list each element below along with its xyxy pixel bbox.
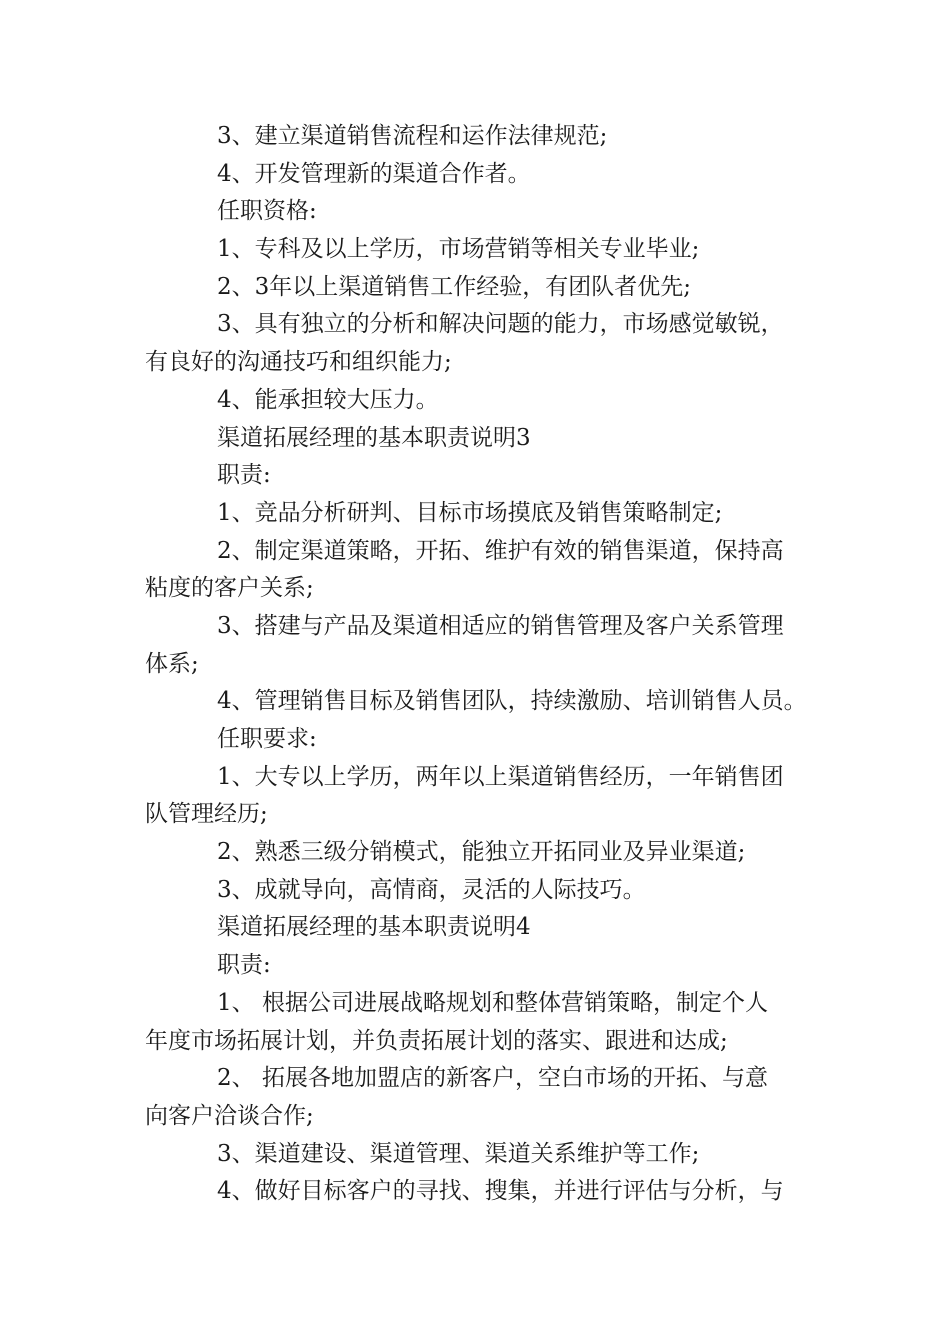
- text-line: 粘度的客户关系;: [145, 575, 314, 602]
- text-line: 队管理经历;: [145, 801, 268, 828]
- text-line: 2、 拓展各地加盟店的新客户，空白市场的开拓、与意: [217, 1065, 768, 1092]
- text-line: 2、熟悉三级分销模式，能独立开拓同业及异业渠道;: [217, 839, 746, 866]
- text-line: 1、专科及以上学历，市场营销等相关专业毕业;: [217, 236, 700, 263]
- text-line: 4、能承担较大压力。: [217, 386, 439, 413]
- text-line: 3、具有独立的分析和解决问题的能力，市场感觉敏锐，: [217, 311, 784, 338]
- text-line: 3、建立渠道销售流程和运作法律规范;: [217, 123, 608, 149]
- text-line: 有良好的沟通技巧和组织能力;: [145, 349, 452, 376]
- text-line: 职责:: [217, 462, 271, 489]
- text-line: 3、搭建与产品及渠道相适应的销售管理及客户关系管理: [217, 612, 784, 639]
- text-line: 渠道拓展经理的基本职责说明4: [217, 914, 531, 941]
- text-line: 2、3年以上渠道销售工作经验，有团队者优先;: [217, 273, 692, 300]
- text-line: 1、大专以上学历，两年以上渠道销售经历，一年销售团: [217, 763, 784, 790]
- text-line: 1、 根据公司进展战略规划和整体营销策略，制定个人: [217, 989, 768, 1016]
- text-line: 1、竞品分析研判、目标市场摸底及销售策略制定;: [217, 499, 723, 526]
- text-line: 向客户洽谈合作;: [145, 1102, 314, 1129]
- text-line: 体系;: [145, 650, 199, 677]
- text-line: 职责:: [217, 952, 271, 979]
- document-body: [145, 118, 825, 1211]
- text-line: 年度市场拓展计划，并负责拓展计划的落实、跟进和达成;: [145, 1027, 728, 1054]
- text-line: 4、管理销售目标及销售团队，持续激励、培训销售人员。: [217, 688, 807, 715]
- text-line: 4、开发管理新的渠道合作者。: [217, 160, 531, 187]
- text-line: 任职要求:: [217, 726, 317, 752]
- text-line: 任职资格:: [217, 198, 317, 225]
- text-line: 2、制定渠道策略，开拓、维护有效的销售渠道，保持高: [217, 537, 784, 564]
- text-line: 3、成就导向，高情商，灵活的人际技巧。: [217, 876, 646, 903]
- text-line: 3、渠道建设、渠道管理、渠道关系维护等工作;: [217, 1140, 700, 1167]
- text-line: 4、做好目标客户的寻找、搜集，并进行评估与分析，与: [217, 1178, 784, 1205]
- text-line: 渠道拓展经理的基本职责说明3: [217, 424, 531, 451]
